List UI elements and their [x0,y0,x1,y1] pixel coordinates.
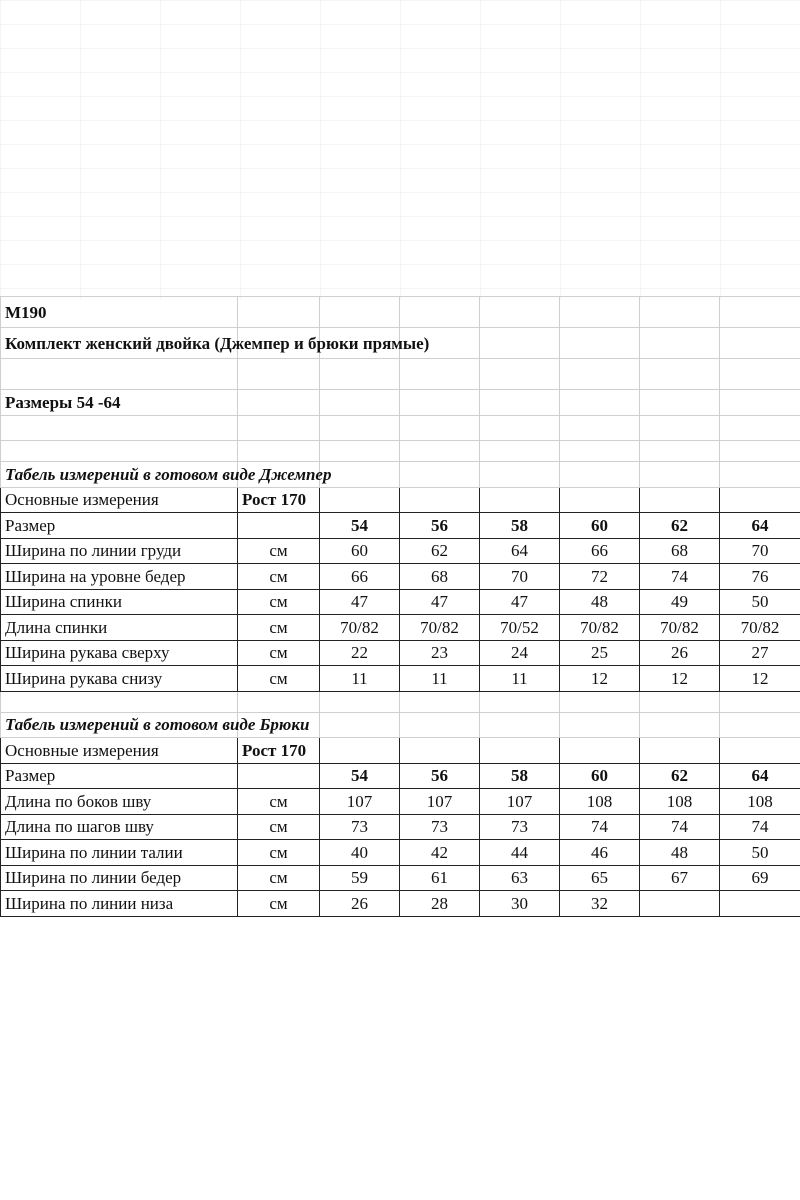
row-label: Ширина спинки [1,589,238,615]
measurement-sheet [0,296,800,917]
model-code: M190 [1,297,238,328]
cell-value: 70 [720,538,800,564]
cell-value: 70/82 [560,615,640,641]
cell-value [720,891,800,917]
cell-value: 70/52 [480,615,560,641]
row-label: Ширина по линии талии [1,840,238,866]
cell-value: 12 [640,666,720,692]
jumper-size-label: Размер [1,513,238,539]
row-unit: см [238,564,320,590]
cell-value: 70/82 [640,615,720,641]
cell-value: 46 [560,840,640,866]
cell-value: 66 [320,564,400,590]
cell-value: 50 [720,840,800,866]
table-row [1,666,800,692]
cell-value: 108 [640,789,720,815]
table-row [1,564,800,590]
row-unit: см [238,640,320,666]
cell-value: 26 [320,891,400,917]
pants-size: 56 [400,763,480,789]
cell-value: 24 [480,640,560,666]
cell-value: 30 [480,891,560,917]
table-row [1,789,800,815]
cell-value: 49 [640,589,720,615]
cell-value: 70/82 [320,615,400,641]
pants-size-label: Размер [1,763,238,789]
cell-value: 48 [560,589,640,615]
cell-value: 28 [400,891,480,917]
jumper-size: 58 [480,513,560,539]
cell-value [640,891,720,917]
cell-value: 74 [640,564,720,590]
row-label: Ширина по линии низа [1,891,238,917]
cell-value: 107 [480,789,560,815]
jumper-size-row [1,513,800,539]
row-label: Ширина по линии груди [1,538,238,564]
row-label: Длина спинки [1,615,238,641]
cell-value: 64 [480,538,560,564]
jumper-base-label: Основные измерения [1,487,238,513]
table-row [1,538,800,564]
cell-value: 73 [480,814,560,840]
cell-value: 44 [480,840,560,866]
row-label: Ширина по линии бедер [1,865,238,891]
cell-value: 50 [720,589,800,615]
cell-value: 108 [560,789,640,815]
cell-value: 62 [400,538,480,564]
jumper-size: 56 [400,513,480,539]
table-row [1,640,800,666]
cell-value: 32 [560,891,640,917]
row-label: Ширина на уровне бедер [1,564,238,590]
cell-value: 76 [720,564,800,590]
cell-value: 74 [640,814,720,840]
cell-value: 59 [320,865,400,891]
pants-size: 64 [720,763,800,789]
cell-value: 65 [560,865,640,891]
row-unit: см [238,615,320,641]
cell-value: 47 [400,589,480,615]
row-label: Длина по шагов шву [1,814,238,840]
cell-value: 47 [480,589,560,615]
row-label: Ширина рукава снизу [1,666,238,692]
row-label: Ширина рукава сверху [1,640,238,666]
cell-value: 48 [640,840,720,866]
cell-value: 63 [480,865,560,891]
cell-value: 68 [640,538,720,564]
cell-value: 72 [560,564,640,590]
cell-value: 70 [480,564,560,590]
cell-value: 67 [640,865,720,891]
pants-size-row [1,763,800,789]
cell-value: 70/82 [720,615,800,641]
table-row [1,865,800,891]
cell-value: 107 [400,789,480,815]
row-unit: см [238,891,320,917]
cell-value: 108 [720,789,800,815]
cell-value: 11 [400,666,480,692]
cell-value: 40 [320,840,400,866]
table-row [1,615,800,641]
cell-value: 69 [720,865,800,891]
cell-value: 66 [560,538,640,564]
cell-value: 22 [320,640,400,666]
table-row [1,814,800,840]
jumper-caption: Табель измерений в готовом виде Джемпер [1,462,238,488]
cell-value: 27 [720,640,800,666]
pants-size: 60 [560,763,640,789]
pants-base-label: Основные измерения [1,738,238,764]
cell-value: 74 [560,814,640,840]
row-unit: см [238,589,320,615]
cell-value: 12 [720,666,800,692]
row-unit: см [238,814,320,840]
pants-size: 58 [480,763,560,789]
jumper-size: 62 [640,513,720,539]
cell-value: 74 [720,814,800,840]
row-label: Длина по боков шву [1,789,238,815]
product-title: Комплект женский двойка (Джемпер и брюки прямые) [1,328,238,359]
cell-value: 60 [320,538,400,564]
pants-size: 54 [320,763,400,789]
jumper-size: 60 [560,513,640,539]
cell-value: 11 [320,666,400,692]
cell-value: 70/82 [400,615,480,641]
cell-value: 25 [560,640,640,666]
cell-value: 23 [400,640,480,666]
cell-value: 11 [480,666,560,692]
row-unit: см [238,789,320,815]
cell-value: 26 [640,640,720,666]
cell-value: 12 [560,666,640,692]
cell-value: 73 [400,814,480,840]
row-unit: см [238,840,320,866]
sizes-range: Размеры 54 -64 [1,390,238,416]
pants-height-label: Рост 170 [238,738,320,764]
table-row [1,589,800,615]
cell-value: 61 [400,865,480,891]
cell-value: 42 [400,840,480,866]
row-unit: см [238,538,320,564]
jumper-size: 64 [720,513,800,539]
jumper-size: 54 [320,513,400,539]
table-row [1,891,800,917]
background-grid [0,0,800,300]
cell-value: 107 [320,789,400,815]
cell-value: 68 [400,564,480,590]
row-unit: см [238,865,320,891]
table-row [1,840,800,866]
pants-caption: Табель измерений в готовом виде Брюки [1,712,238,738]
pants-size: 62 [640,763,720,789]
cell-value: 47 [320,589,400,615]
row-unit: см [238,666,320,692]
cell-value: 73 [320,814,400,840]
jumper-height-label: Рост 170 [238,487,320,513]
